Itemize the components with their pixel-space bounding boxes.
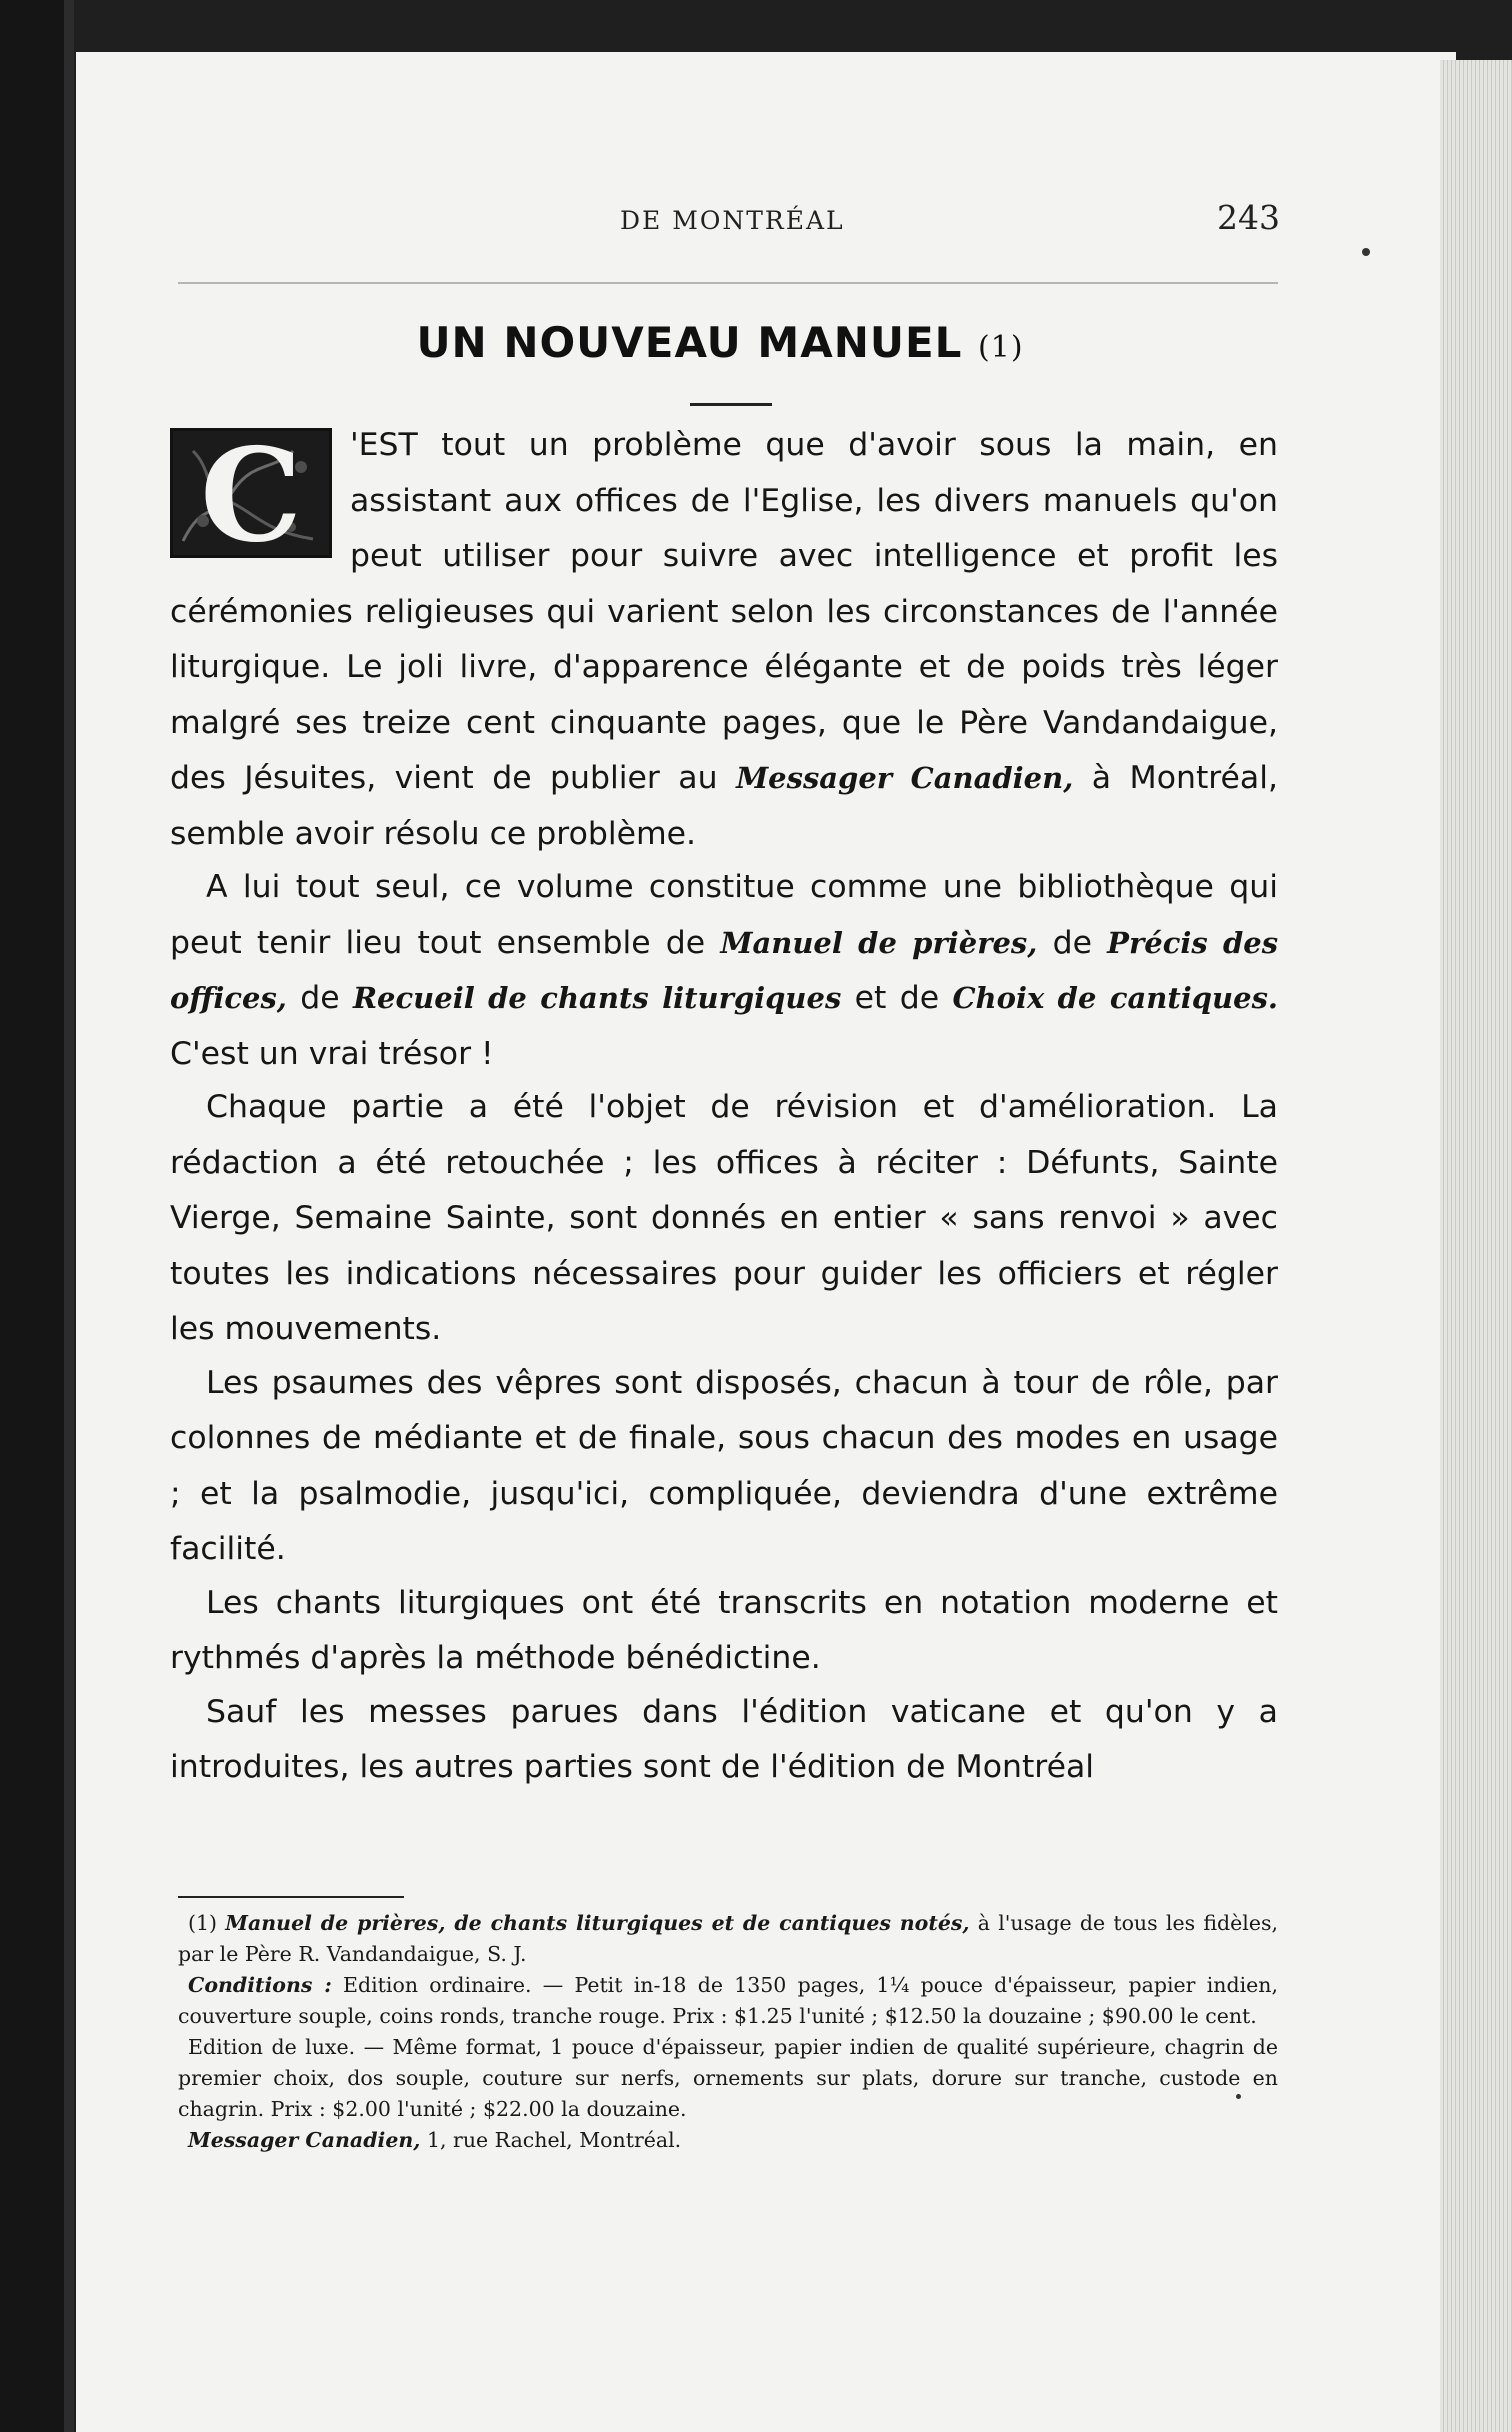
paragraph-1-text: 'EST tout un problème que d'avoir sous la main, en assistant aux offices de l'Eglise, les divers manuels qu'on peut utiliser pour suivre avec intelligence et profit les cérémonies religieuses qui varient selon les circonstances de l'année liturgique. Le joli livre, d'apparence élégante et de poids très léger malgré ses treize cent cinquante pages, que le Père Vandandaigue, des Jésuites, vient de publier au	[170, 427, 1278, 796]
footnote-conditions-text: Edition ordinaire. — Petit in-18 de 1350 pages, 1¼ pouce d'épaisseur, papier indien, couverture souple, coins ronds, tranche rouge. Prix : $1.25 l'unité ; $12.50 la douzaine ; $90.00 le cent.	[178, 1973, 1278, 2028]
footnote-1-text: à l'usage de tous les fidèles, par le Père R. Vandandaigue, S. J.	[178, 1911, 1278, 1966]
paragraph-2-text-d: et de	[854, 980, 940, 1016]
paragraph-2-text-e: C'est un vrai trésor !	[170, 1035, 494, 1072]
paragraph-6: Sauf les messes parues dans l'édition vaticane et qu'on y a introduites, les autres parties sont de l'édition de Montréal	[170, 1693, 1278, 1785]
paragraph-2-text-b: de	[1052, 924, 1092, 961]
paragraph-5: Les chants liturgiques ont été transcrits en notation moderne et rythmés d'après la méthode bénédictine.	[170, 1584, 1278, 1676]
footnotes	[178, 1908, 1278, 2156]
paragraph-3: Chaque partie a été l'objet de révision et d'amélioration. La rédaction a été retouchée ; les offices à réciter : Défunts, Sainte Vierge, Semaine Sainte, sont donnés en entier « sans renvoi » avec toutes les indications nécessaires pour guider les officiers et régler les mouvements.	[170, 1089, 1278, 1347]
paragraph-4: Les psaumes des vêpres sont disposés, chacun à tour de rôle, par colonnes de médiante et de finale, sous chacun des modes en usage ; et la psalmodie, jusqu'ici, compliquée, deviendra d'une extrême facilité.	[170, 1364, 1278, 1567]
page-number: 243	[1217, 198, 1280, 237]
footnote-publisher-name: Messager Canadien,	[188, 2128, 421, 2152]
footnote-publisher-address: 1, rue Rachel, Montréal.	[420, 2128, 682, 2152]
article-title	[160, 318, 1280, 367]
gutter-edge	[64, 0, 74, 2432]
ink-speck	[1362, 248, 1370, 256]
paragraph-2-title-3: Recueil de chants liturgiques	[352, 981, 842, 1015]
paragraph-2	[170, 860, 1278, 1082]
title-rule	[690, 403, 772, 406]
paragraph-2-title-2: Précis des offices,	[170, 925, 1279, 1015]
page-stack-edge	[1440, 60, 1512, 2432]
paragraph-2-text-c: de	[300, 980, 340, 1016]
paragraph-1	[170, 418, 1278, 862]
footnote-luxe: Edition de luxe. — Même format, 1 pouce d'épaisseur, papier indien de qualité supérieure, chagrin de premier choix, dos souple, couture sur nerfs, ornements sur plats, dorure sur tranche, custode en chagrin. Prix : $2.00 l'unité ; $22.00 la douzaine.	[178, 2035, 1278, 2121]
footnote-1-number: (1)	[188, 1911, 218, 1935]
article-title-text: UN NOUVEAU MANUEL	[416, 318, 963, 367]
title-footnote-marker: (1)	[978, 330, 1024, 365]
paragraph-2-title-1: Manuel de prières,	[720, 925, 1038, 960]
footnote-publisher	[178, 2125, 1278, 2156]
footnote-1-title: Manuel de prières, de chants liturgiques et de cantiques notés,	[225, 1911, 970, 1935]
paragraph-2-title-4: Choix de cantiques.	[952, 981, 1279, 1015]
running-head	[160, 198, 1280, 248]
dropcap-letter: C	[200, 428, 302, 558]
paragraph-1-italic: Messager Canadien,	[736, 761, 1074, 795]
ornamental-dropcap	[170, 428, 332, 558]
footnote-conditions-label: Conditions :	[188, 1973, 332, 1997]
header-rule	[178, 282, 1278, 284]
paragraph-1-end: à Montréal, semble avoir résolu ce problème.	[170, 760, 1278, 852]
footnote-conditions	[178, 1970, 1278, 2032]
paragraph-2-text-a: A lui tout seul, ce volume constitue comme une bibliothèque qui peut tenir lieu tout ensemble de	[170, 869, 1278, 961]
running-head-title: DE MONTRÉAL	[620, 206, 845, 235]
article-body	[170, 418, 1278, 1796]
footnote-1	[178, 1908, 1278, 1970]
book-spine-shadow	[0, 0, 66, 2432]
footnote-rule	[178, 1896, 404, 1898]
